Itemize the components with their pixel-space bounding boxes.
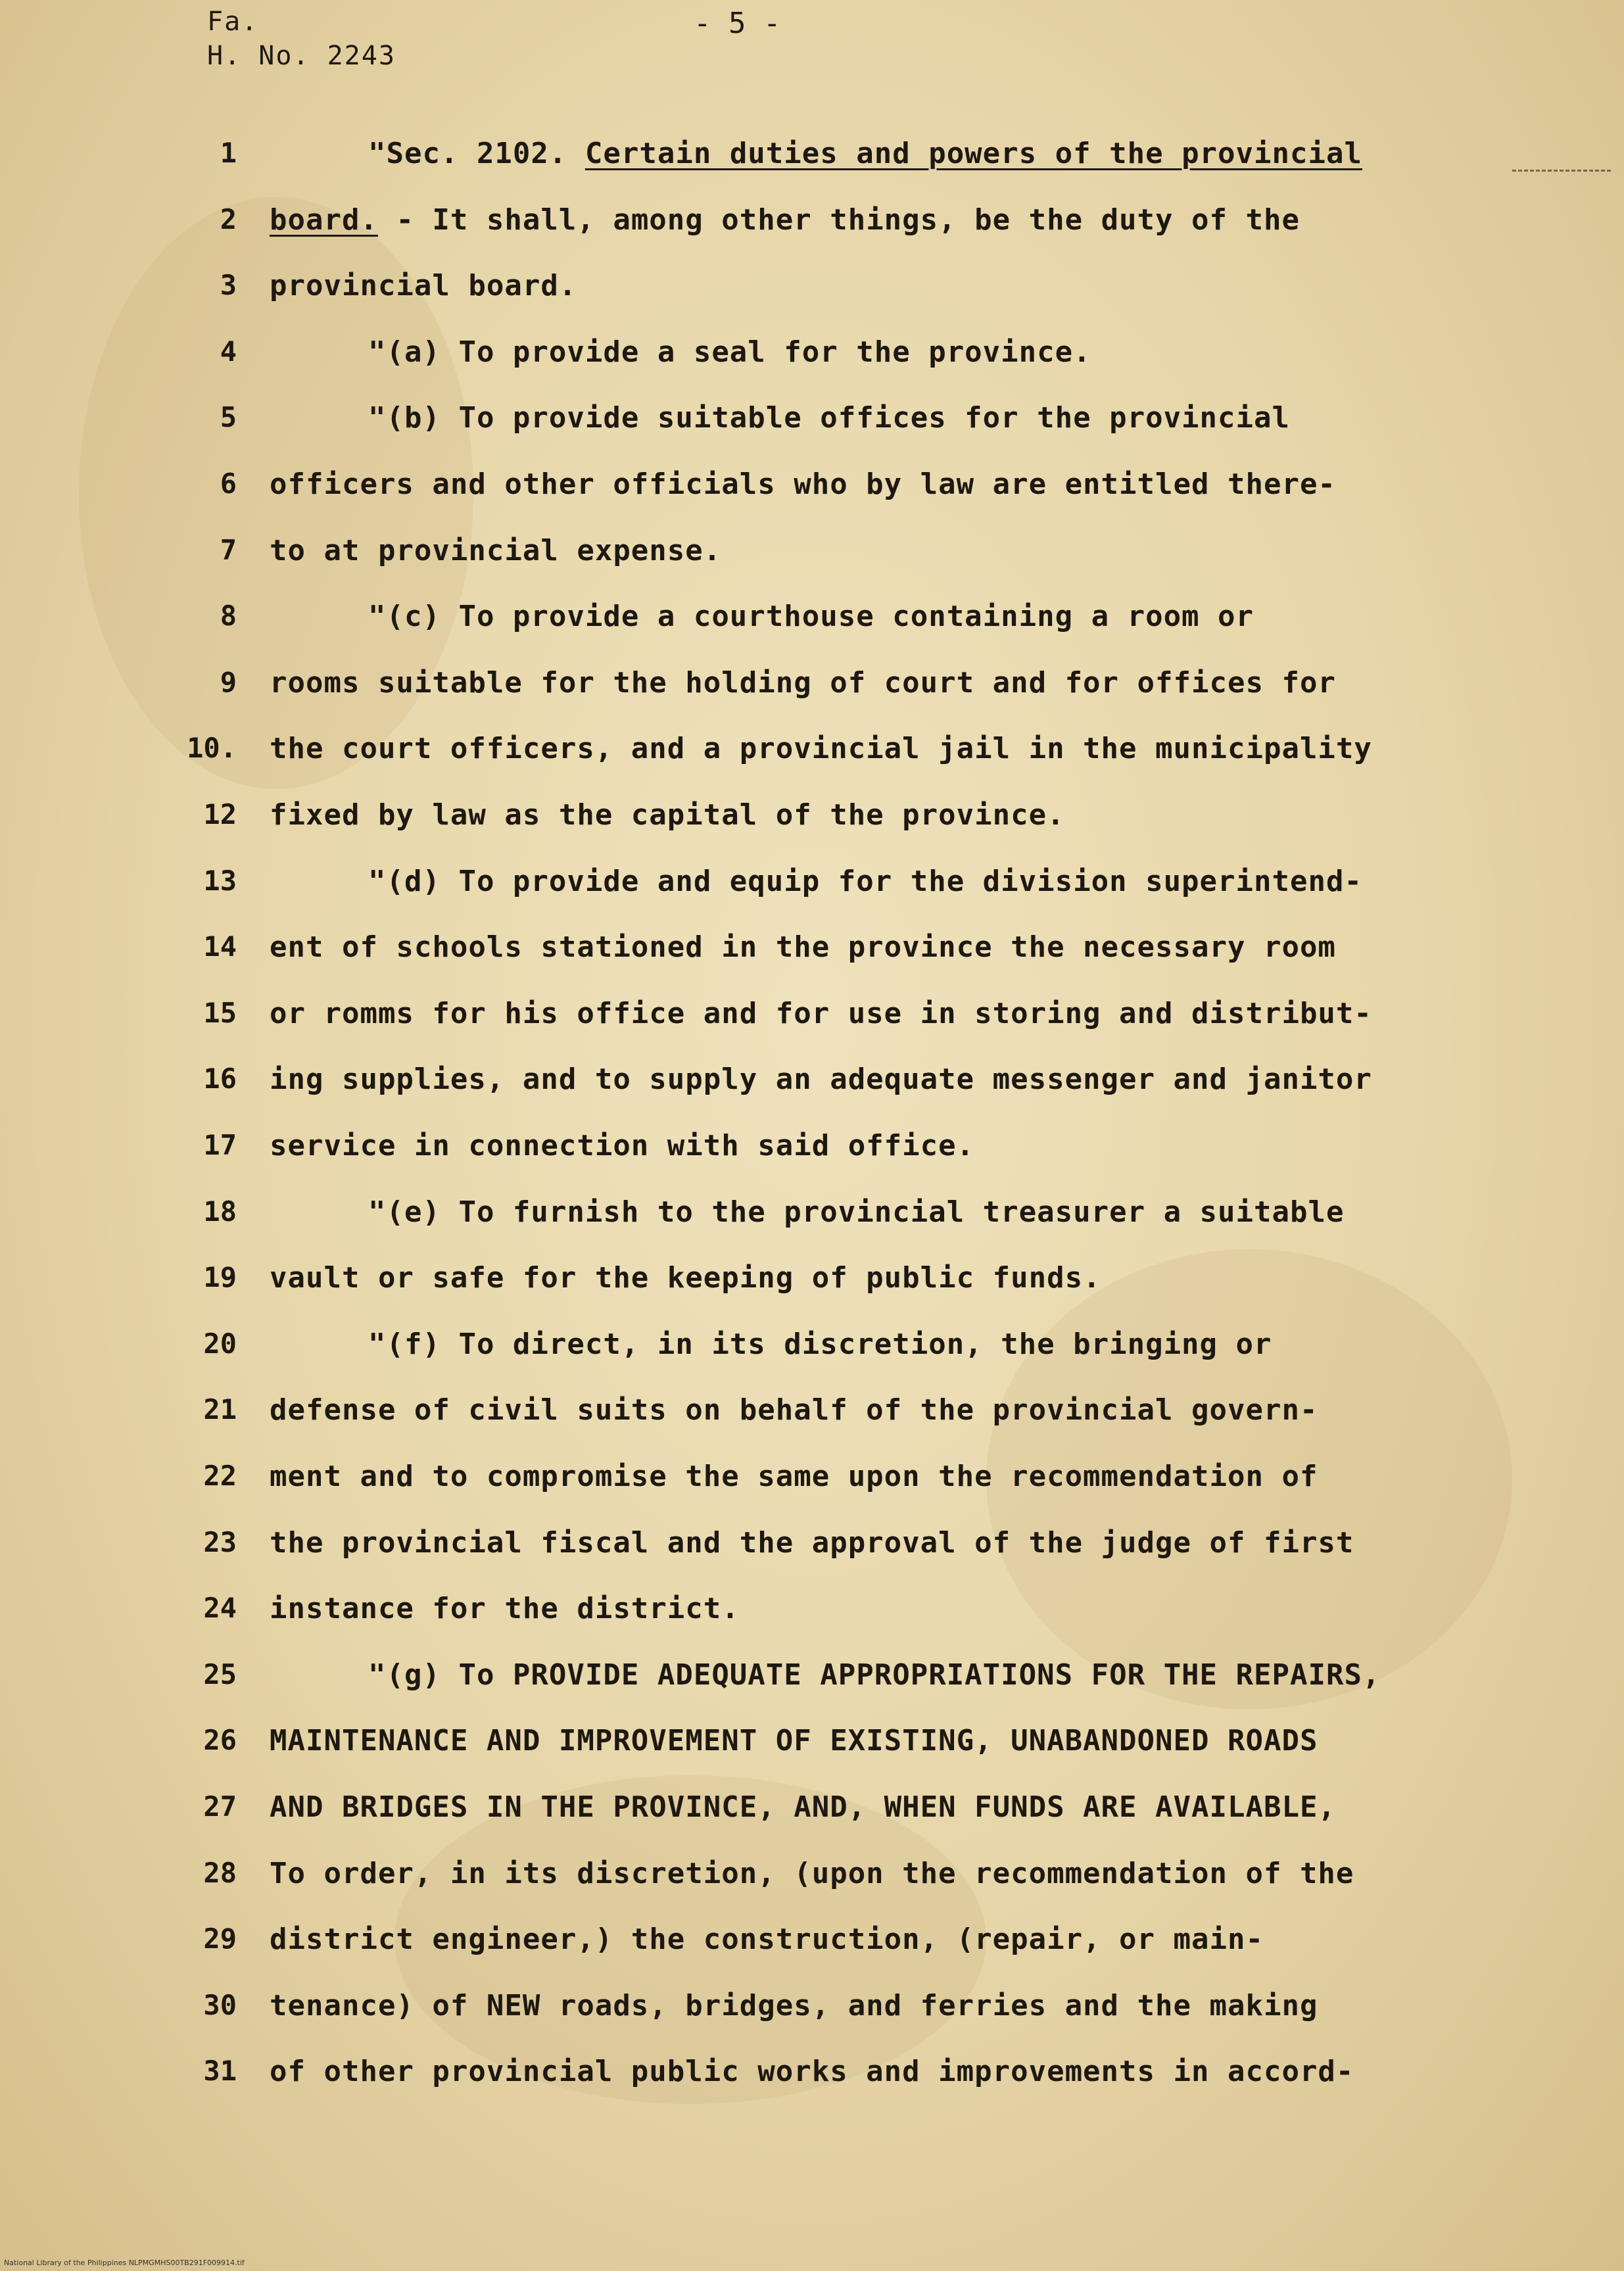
text-line <box>0 1989 1624 2055</box>
line-number: 16 <box>203 1063 237 1095</box>
line-number: 10. <box>187 732 237 765</box>
line-number: 23 <box>203 1525 237 1558</box>
text-line <box>0 1393 1624 1459</box>
line-number: 17 <box>203 1129 237 1161</box>
text-line <box>0 1724 1624 1790</box>
line-number: 19 <box>203 1261 237 1294</box>
text-line <box>0 335 1624 401</box>
line-number: 12 <box>203 798 237 830</box>
text-line <box>0 1857 1624 1923</box>
section-heading-underlined: board. <box>270 203 378 237</box>
line-number: 15 <box>203 996 237 1029</box>
text-line <box>0 798 1624 864</box>
line-number: 3 <box>220 269 237 302</box>
text-line <box>0 1790 1624 1856</box>
line-text: "(e) To furnish to the provincial treasurer a suitable <box>368 1195 1345 1229</box>
line-number: 5 <box>220 401 237 434</box>
text-line <box>0 1327 1624 1393</box>
line-number: 25 <box>203 1658 237 1690</box>
line-number: 8 <box>220 600 237 633</box>
line-text: tenance) of NEW roads, bridges, and ferries and the making <box>270 1988 1318 2022</box>
line-text: "(f) To direct, in its discretion, the bringing or <box>368 1327 1272 1361</box>
line-number: 26 <box>203 1724 237 1757</box>
line-number: 31 <box>203 2055 237 2088</box>
text-line <box>0 401 1624 467</box>
line-text: officers and other officials who by law are entitled there- <box>270 467 1336 501</box>
line-number: 20 <box>203 1327 237 1360</box>
line-number: 6 <box>220 467 237 500</box>
line-text: "Sec. 2102. Certain duties and powers of the provincial <box>368 137 1362 170</box>
text-line <box>0 1129 1624 1195</box>
line-number: 24 <box>203 1592 237 1625</box>
text-line <box>0 600 1624 665</box>
line-text: vault or safe for the keeping of public funds. <box>270 1261 1101 1295</box>
line-number: 27 <box>203 1790 237 1823</box>
line-text: To order, in its discretion, (upon the recommendation of the <box>270 1856 1354 1890</box>
text-line <box>0 997 1624 1063</box>
text-line <box>0 1526 1624 1592</box>
text-line <box>0 534 1624 600</box>
text-line <box>0 467 1624 533</box>
line-text: or romms for his office and for use in storing and distribut- <box>270 996 1372 1030</box>
line-text: the court officers, and a provincial jail in the municipality <box>270 732 1372 766</box>
line-text: "(d) To provide and equip for the division superintend- <box>368 864 1362 898</box>
line-text: board. - It shall, among other things, be the duty of the <box>270 203 1300 237</box>
text-line <box>0 865 1624 930</box>
line-number: 4 <box>220 335 237 368</box>
line-text: defense of civil suits on behalf of the provincial govern- <box>270 1393 1318 1427</box>
line-text: "(a) To provide a seal for the province. <box>368 335 1091 369</box>
text-line <box>0 1195 1624 1261</box>
line-number: 18 <box>203 1195 237 1228</box>
line-text: "(g) To PROVIDE ADEQUATE APPROPRIATIONS FOR THE REPAIRS, <box>368 1658 1381 1692</box>
text-line <box>0 137 1624 203</box>
line-number: 30 <box>203 1988 237 2021</box>
text-line <box>0 269 1624 335</box>
line-text: provincial board. <box>270 269 577 303</box>
text-line <box>0 1592 1624 1658</box>
line-text: to at provincial expense. <box>270 533 722 567</box>
line-number: 14 <box>203 930 237 963</box>
line-text: fixed by law as the capital of the province. <box>270 798 1065 832</box>
line-number: 1 <box>220 137 237 169</box>
line-number: 2 <box>220 203 237 235</box>
bill-number: H. No. 2243 <box>207 41 396 71</box>
line-text: district engineer,) the construction, (repair, or main- <box>270 1923 1264 1957</box>
text-line <box>0 930 1624 996</box>
line-number: 9 <box>220 665 237 698</box>
text-line <box>0 666 1624 732</box>
archive-footer: National Library of the Philippines NLPMGMHS00TB291F009914.tif <box>4 2259 245 2267</box>
line-text: MAINTENANCE AND IMPROVEMENT OF EXISTING, UNABANDONED ROADS <box>270 1724 1318 1758</box>
text-line <box>0 1460 1624 1525</box>
text-line <box>0 2055 1624 2120</box>
line-text: "(b) To provide suitable offices for the provincial <box>368 401 1291 435</box>
line-text: ment and to compromise the same upon the recommendation of <box>270 1460 1318 1493</box>
line-text: ent of schools stationed in the province the necessary room <box>270 930 1336 965</box>
line-number: 13 <box>203 864 237 897</box>
line-number: 29 <box>203 1923 237 1955</box>
line-text: instance for the district. <box>270 1592 740 1626</box>
line-text: of other provincial public works and improvements in accord- <box>270 2055 1354 2089</box>
line-number: 21 <box>203 1393 237 1426</box>
line-number: 22 <box>203 1460 237 1492</box>
line-text: ing supplies, and to supply an adequate messenger and janitor <box>270 1063 1372 1097</box>
line-number: 28 <box>203 1856 237 1889</box>
text-line <box>0 1063 1624 1128</box>
line-text: service in connection with said office. <box>270 1129 975 1162</box>
page-number: - 5 - <box>694 7 781 40</box>
line-text: rooms suitable for the holding of court and for offices for <box>270 665 1336 700</box>
line-number: 7 <box>220 533 237 566</box>
line-text: AND BRIDGES IN THE PROVINCE, AND, WHEN FUNDS ARE AVAILABLE, <box>270 1790 1336 1824</box>
header-initials: Fa. <box>207 7 259 37</box>
text-line <box>0 203 1624 269</box>
text-line <box>0 1658 1624 1724</box>
text-line <box>0 732 1624 798</box>
line-text: the provincial fiscal and the approval of the judge of first <box>270 1525 1354 1560</box>
text-line <box>0 1261 1624 1327</box>
line-text: "(c) To provide a courthouse containing a room or <box>368 600 1254 634</box>
section-heading-underlined: Certain duties and powers of the provincial <box>585 137 1362 170</box>
text-line <box>0 1923 1624 1988</box>
